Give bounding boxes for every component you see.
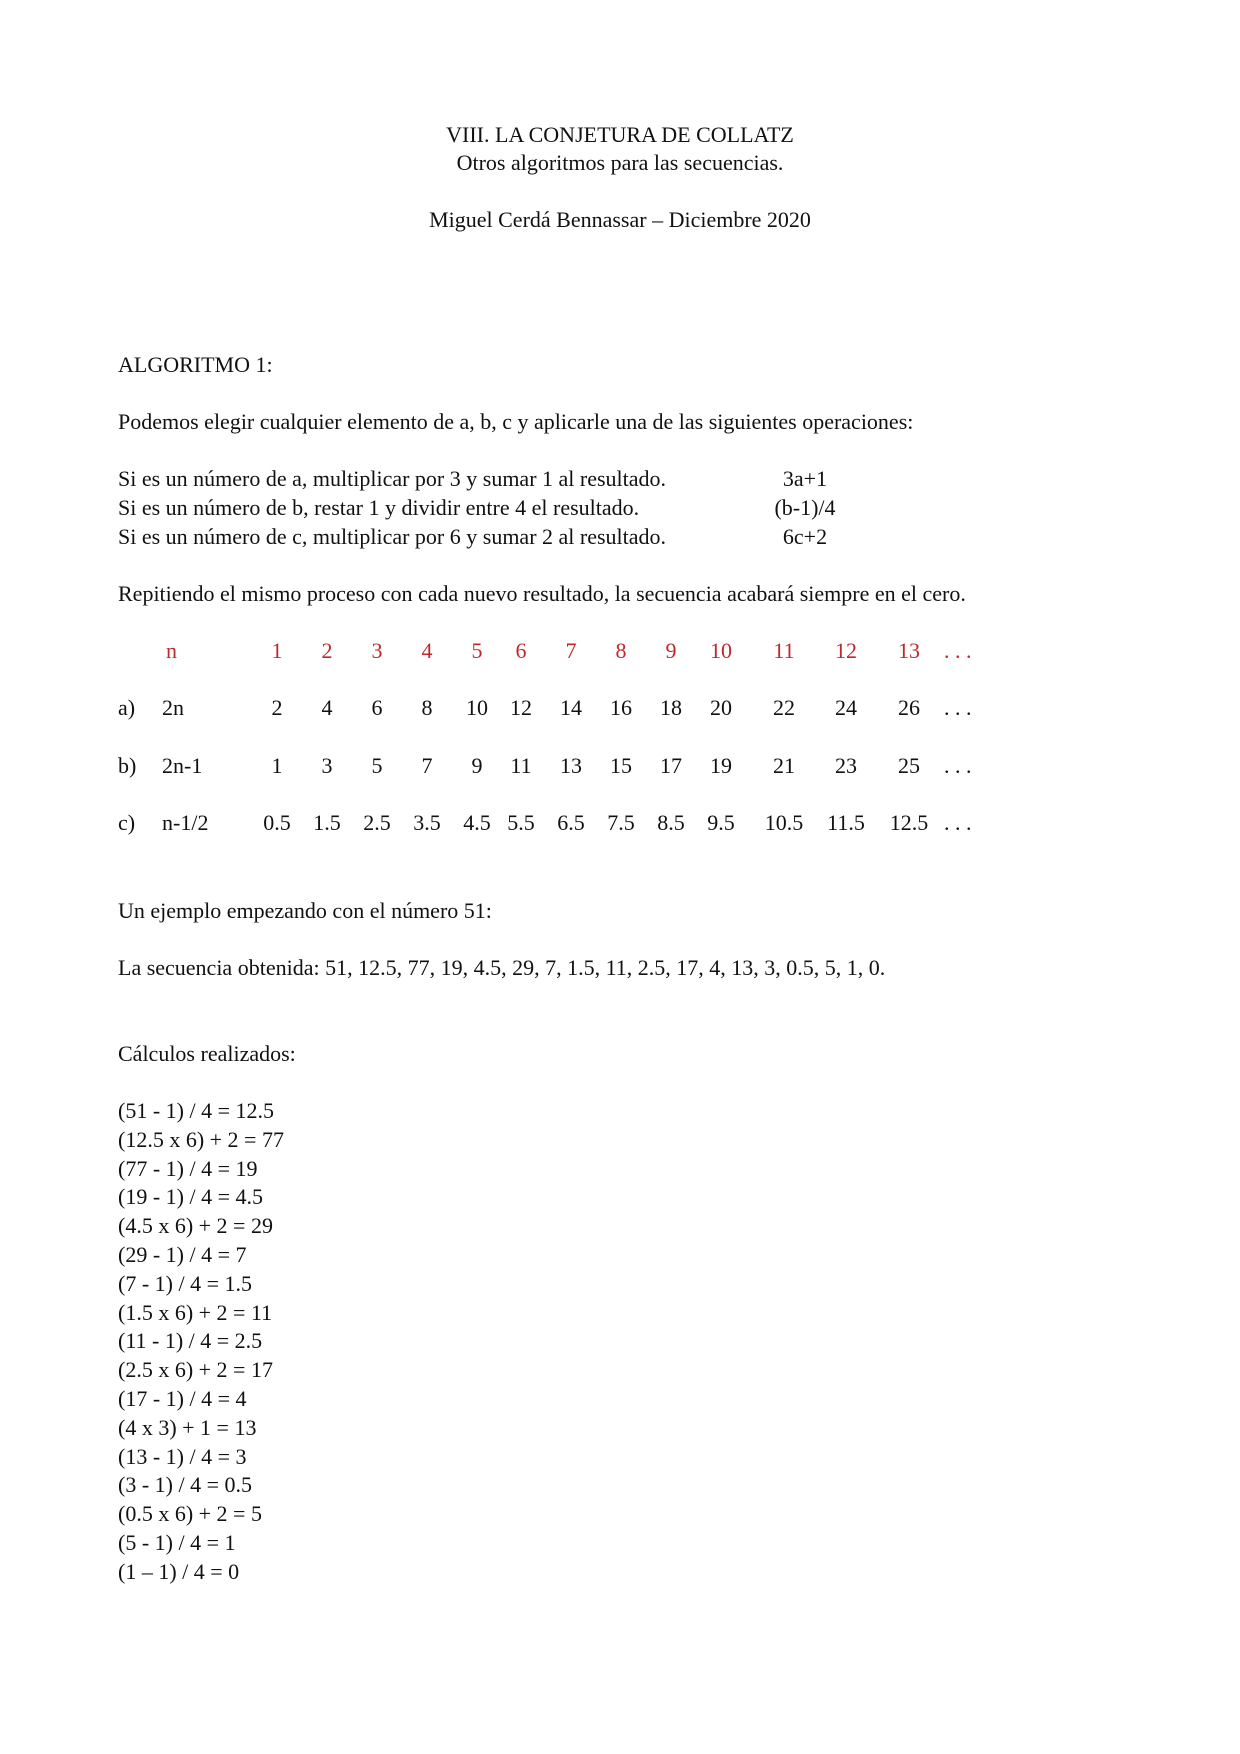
table-cell: 3.5 [413, 810, 441, 835]
row-expression: 2n [162, 695, 184, 720]
table-cell: 15 [610, 753, 632, 778]
table-cell: 14 [560, 695, 582, 720]
rule-b-formula: (b-1)/4 [774, 495, 836, 520]
header-cell: 7 [565, 638, 577, 663]
row-ellipsis: . . . [944, 695, 972, 720]
calculation-line: (77 - 1) / 4 = 19 [118, 1155, 258, 1181]
table-cell: 8 [421, 695, 433, 720]
header-cell: 11 [773, 638, 795, 663]
algorithm-conclusion: Repitiendo el mismo proceso con cada nuevo resultado, la secuencia acabará siempre en el cero. [118, 581, 966, 606]
table-cell: 13 [560, 753, 582, 778]
row-ellipsis: . . . [944, 810, 972, 835]
header-cell: 12 [835, 638, 857, 663]
table-cell: 18 [660, 695, 682, 720]
table-cell: 8.5 [657, 810, 685, 835]
table-cell: 3 [321, 753, 333, 778]
rule-b-text: Si es un número de b, restar 1 y dividir entre 4 el resultado. [118, 495, 640, 520]
calculation-line: (7 - 1) / 4 = 1.5 [118, 1270, 252, 1296]
calculation-line: (17 - 1) / 4 = 4 [118, 1386, 247, 1411]
row-label: a) [118, 695, 136, 720]
calculation-line: (4 x 3) + 1 = 13 [118, 1414, 257, 1440]
table-cell: 12.5 [889, 810, 929, 835]
rule-a-formula: 3a+1 [782, 466, 828, 491]
table-cell: 6.5 [557, 810, 585, 835]
example-sequence: La secuencia obtenida: 51, 12.5, 77, 19, 4.5, 29, 7, 1.5, 11, 2.5, 17, 4, 13, 3, 0.5, 5, 1, 0. [118, 955, 886, 980]
table-cell: 19 [710, 753, 732, 778]
header-cell: 1 [271, 638, 283, 663]
calculation-line: (1 – 1) / 4 = 0 [118, 1558, 240, 1584]
table-cell: 9 [471, 753, 483, 778]
table-cell: 21 [773, 753, 795, 778]
header-cell: 4 [421, 638, 433, 663]
table-cell: 25 [898, 753, 920, 778]
header-cell: 2 [321, 638, 333, 663]
row-expression: 2n-1 [162, 753, 203, 778]
table-cell: 4 [321, 695, 333, 720]
calculation-line: (12.5 x 6) + 2 = 77 [118, 1126, 284, 1152]
header-cell: 8 [615, 638, 627, 663]
calculation-line: (3 - 1) / 4 = 0.5 [118, 1472, 252, 1498]
table-cell: 1.5 [313, 810, 341, 835]
algorithm-intro: Podemos elegir cualquier elemento de a, b, c y aplicarle una de las siguientes operaciones: [118, 409, 914, 434]
table-cell: 22 [773, 695, 795, 720]
page-subtitle: Otros algoritmos para las secuencias. [456, 150, 784, 175]
calculation-line: (0.5 x 6) + 2 = 5 [118, 1501, 262, 1527]
table-cell: 23 [835, 753, 857, 778]
calculation-line: (5 - 1) / 4 = 1 [118, 1530, 236, 1555]
header-cell: 3 [371, 638, 383, 663]
rule-c-text: Si es un número de c, multiplicar por 6 y sumar 2 al resultado. [118, 524, 667, 549]
row-label: c) [118, 810, 136, 835]
table-cell: 11 [510, 753, 532, 778]
calculation-line: (51 - 1) / 4 = 12.5 [118, 1098, 274, 1123]
table-cell: 5.5 [507, 810, 535, 835]
row-label: b) [118, 753, 137, 778]
table-cell: 11.5 [827, 810, 865, 835]
header-cell: 5 [471, 638, 483, 663]
table-cell: 10 [466, 695, 488, 720]
calculation-line: (4.5 x 6) + 2 = 29 [118, 1213, 273, 1239]
table-cell: 26 [898, 695, 920, 720]
row-expression: n [166, 638, 177, 663]
table-cell: 10.5 [764, 810, 804, 835]
row-ellipsis: . . . [944, 753, 972, 778]
header-cell: 13 [898, 638, 920, 663]
calculation-line: (11 - 1) / 4 = 2.5 [118, 1328, 263, 1354]
example-intro: Un ejemplo empezando con el número 51: [118, 898, 492, 923]
calculation-line: (2.5 x 6) + 2 = 17 [118, 1357, 273, 1383]
table-cell: 24 [835, 695, 857, 720]
header-cell: 9 [665, 638, 677, 663]
table-cell: 7 [421, 753, 433, 778]
calculation-line: (19 - 1) / 4 = 4.5 [118, 1184, 263, 1210]
table-cell: 16 [610, 695, 632, 720]
table-cell: 7.5 [607, 810, 635, 835]
algorithm-heading: ALGORITMO 1: [118, 352, 273, 377]
table-cell: 1 [271, 753, 283, 778]
table-cell: 5 [371, 753, 383, 778]
table-cell: 2.5 [363, 810, 391, 835]
table-cell: 4.5 [463, 810, 491, 835]
table-cell: 2 [271, 695, 283, 720]
row-ellipsis: . . . [944, 638, 972, 663]
header-cell: 6 [515, 638, 527, 663]
author-date: Miguel Cerdá Bennassar – Diciembre 2020 [429, 207, 811, 232]
calculation-line: (13 - 1) / 4 = 3 [118, 1443, 247, 1469]
table-cell: 0.5 [263, 810, 291, 835]
calculation-line: (29 - 1) / 4 = 7 [118, 1242, 247, 1267]
calculations-heading: Cálculos realizados: [118, 1041, 296, 1066]
header-cell: 10 [710, 638, 732, 663]
calculation-line: (1.5 x 6) + 2 = 11 [118, 1299, 273, 1325]
table-cell: 20 [710, 695, 732, 720]
table-cell: 12 [510, 695, 532, 720]
rule-c-formula: 6c+2 [782, 524, 828, 549]
table-cell: 6 [371, 695, 383, 720]
page-title: VIII. LA CONJETURA DE COLLATZ [446, 122, 794, 147]
rule-a-text: Si es un número de a, multiplicar por 3 y sumar 1 al resultado. [118, 466, 667, 491]
table-cell: 9.5 [707, 810, 735, 835]
table-cell: 17 [660, 753, 682, 778]
row-expression: n-1/2 [162, 810, 209, 835]
